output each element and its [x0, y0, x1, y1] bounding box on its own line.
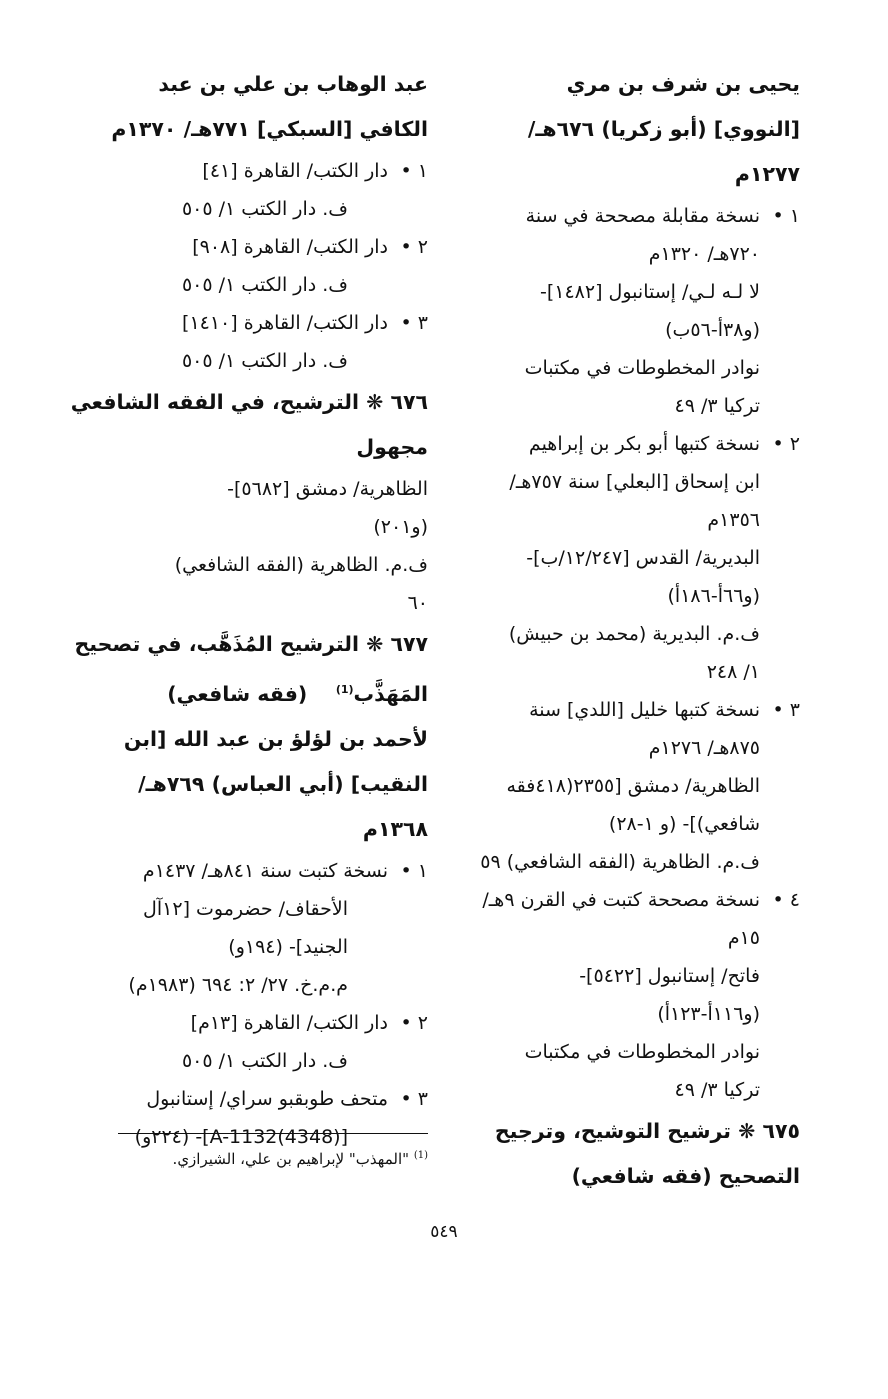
entry-title: ٦٧٦ ❋ الترشيح، في الفقه الشافعي	[70, 390, 428, 414]
entry-title	[83, 667, 428, 717]
item-line: ٧٢٠هـ/ ١٣٢٠م	[648, 243, 760, 265]
item-line: شافعي)]- (و ١-٢٨)	[608, 813, 760, 835]
entry-line: الظاهرية/ دمشق [٥٦٨٢]-	[227, 478, 428, 500]
item-line: الظاهرية/ دمشق [٢٣٥٥(٤١٨فقه	[506, 775, 760, 797]
item-line: ٨٧٥هـ/ ١٢٧٦م	[648, 737, 760, 759]
list-item	[83, 1080, 428, 1156]
page-number: ٥٤٩	[430, 1222, 458, 1242]
item-line: تركيا ٣/ ٤٩	[674, 395, 760, 417]
item-number: ١ •	[400, 160, 428, 182]
list-item	[460, 691, 800, 881]
item-line: تركيا ٣/ ٤٩	[674, 1079, 760, 1101]
author-name: يحيى بن شرف بن مري	[566, 72, 800, 96]
list-item	[460, 197, 800, 425]
item-reference: ف. دار الكتب ١/ ٥٠٥	[181, 198, 348, 220]
author-date: ١٢٧٧م	[734, 162, 800, 186]
entry-author: مجهول	[356, 435, 428, 459]
item-line: ف.م. الظاهرية (الفقه الشافعي) ٥٩	[480, 851, 760, 873]
footnote-mark: (1)	[335, 683, 354, 696]
item-line: دار الكتب/ القاهرة [٩٠٨]	[192, 236, 388, 258]
item-reference: ف. دار الكتب ١/ ٥٠٥	[181, 1049, 348, 1072]
item-number: ١ •	[772, 205, 800, 227]
item-reference: الجنيد]- (١٩٤و)	[228, 935, 348, 958]
item-line: نسخة كتبت سنة ٨٤١هـ/ ١٤٣٧م	[142, 859, 388, 882]
item-line: (و١١٦أ-١٢٣أ)	[657, 1003, 760, 1025]
item-line: متحف طوبقبو سراي/ إستانبول	[146, 1087, 388, 1110]
entry-title: ٦٧٥ ❋ ترشيح التوشيح، وترجيح	[494, 1119, 800, 1143]
item-line: دار الكتب/ القاهرة [١٤١٠]	[182, 312, 388, 334]
item-line: البديرية/ القدس [١٢/٢٤٧/ب]-	[526, 547, 760, 569]
item-line: ف.م. البديرية (محمد بن حبيش)	[508, 623, 760, 645]
item-number: ٣ •	[400, 1087, 428, 1110]
item-line: (و٦٦أ-١٨٦أ)	[667, 585, 760, 607]
item-line: دار الكتب/ القاهرة [١٣م]	[190, 1011, 388, 1034]
item-line: ١٣٥٦م	[707, 509, 760, 531]
list-item	[83, 1004, 428, 1080]
item-reference: ف. دار الكتب ١/ ٥٠٥	[181, 350, 348, 372]
item-line: دار الكتب/ القاهرة [٤١]	[202, 160, 388, 182]
entry-title: التصحيح (فقه شافعي)	[571, 1164, 800, 1188]
item-number: ٣ •	[400, 312, 428, 334]
entry-title: ٦٧٧ ❋ الترشيح المُذَهَّب، في تصحيح	[74, 632, 428, 656]
item-reference: ف. دار الكتب ١/ ٥٠٥	[181, 274, 348, 296]
item-reference: م.م.خ. ٢٧/ ٢: ٦٩٤ (١٩٨٣م)	[128, 973, 348, 996]
list-item	[83, 228, 428, 304]
author-name: لأحمد بن لؤلؤ بن عبد الله [ابن	[123, 726, 428, 751]
right-column	[460, 62, 800, 1199]
item-number: ١ •	[400, 859, 428, 882]
entry-line: ٦٠	[407, 592, 428, 614]
author-date: ١٣٦٨م	[362, 816, 428, 841]
author-name: [النووي] (أبو زكريا) ٦٧٦هـ/	[527, 117, 800, 141]
item-reference: [A-1132(4348)]- (٢٢٤و)	[134, 1125, 348, 1148]
entry-title-part: (فقه شافعي)	[167, 681, 308, 706]
list-item	[83, 152, 428, 228]
entry-title-part: المَهَذَّب	[353, 681, 428, 706]
item-line: نسخة مقابلة مصححة في سنة	[525, 205, 760, 227]
item-number: ٢ •	[772, 433, 800, 455]
item-line: (و٣٨أ-٥٦ب)	[665, 319, 760, 341]
item-line: نوادر المخطوطات في مكتبات	[524, 357, 760, 379]
item-line: نوادر المخطوطات في مكتبات	[524, 1041, 760, 1063]
item-line: فاتح/ إستانبول [٥٤٢٢]-	[579, 965, 760, 987]
item-line: نسخة كتبها خليل [اللدي] سنة	[529, 699, 760, 721]
item-number: ٢ •	[400, 1011, 428, 1034]
list-item	[460, 425, 800, 691]
item-number: ٤ •	[772, 889, 800, 911]
author-name: الكافي [السبكي] ٧٧١هـ/ ١٣٧٠م	[111, 117, 428, 141]
left-column	[70, 62, 428, 1156]
footnote-text: "المهذب" لإبراهيم بن علي، الشيرازي.	[172, 1150, 410, 1168]
author-name: عبد الوهاب بن علي بن عبد	[158, 72, 428, 96]
item-number: ٢ •	[400, 236, 428, 258]
entry-line: (و٢٠١)	[373, 516, 428, 538]
footnote	[173, 1150, 428, 1168]
list-item	[460, 881, 800, 1109]
item-number: ٣ •	[772, 699, 800, 721]
list-item	[83, 304, 428, 380]
footnote-mark: (1)	[413, 1150, 428, 1161]
footnote-divider	[118, 1133, 428, 1134]
author-name: النقيب] (أبي العباس) ٧٦٩هـ/	[138, 771, 428, 796]
item-line: نسخة مصححة كتبت في القرن ٩هـ/	[482, 889, 760, 911]
item-line: لا لـه لـي/ إستانبول [١٤٨٢]-	[539, 281, 760, 303]
list-item	[83, 852, 428, 1004]
item-reference: الأحقاف/ حضرموت [١٢آل	[143, 897, 348, 920]
item-line: نسخة كتبها أبو بكر بن إبراهيم	[528, 433, 760, 455]
item-line: ١/ ٢٤٨	[706, 661, 760, 683]
item-line: ١٥م	[727, 927, 760, 949]
entry-line: ف.م. الظاهرية (الفقه الشافعي)	[174, 554, 428, 576]
item-line: ابن إسحاق [البعلي] سنة ٧٥٧هـ/	[509, 471, 760, 493]
